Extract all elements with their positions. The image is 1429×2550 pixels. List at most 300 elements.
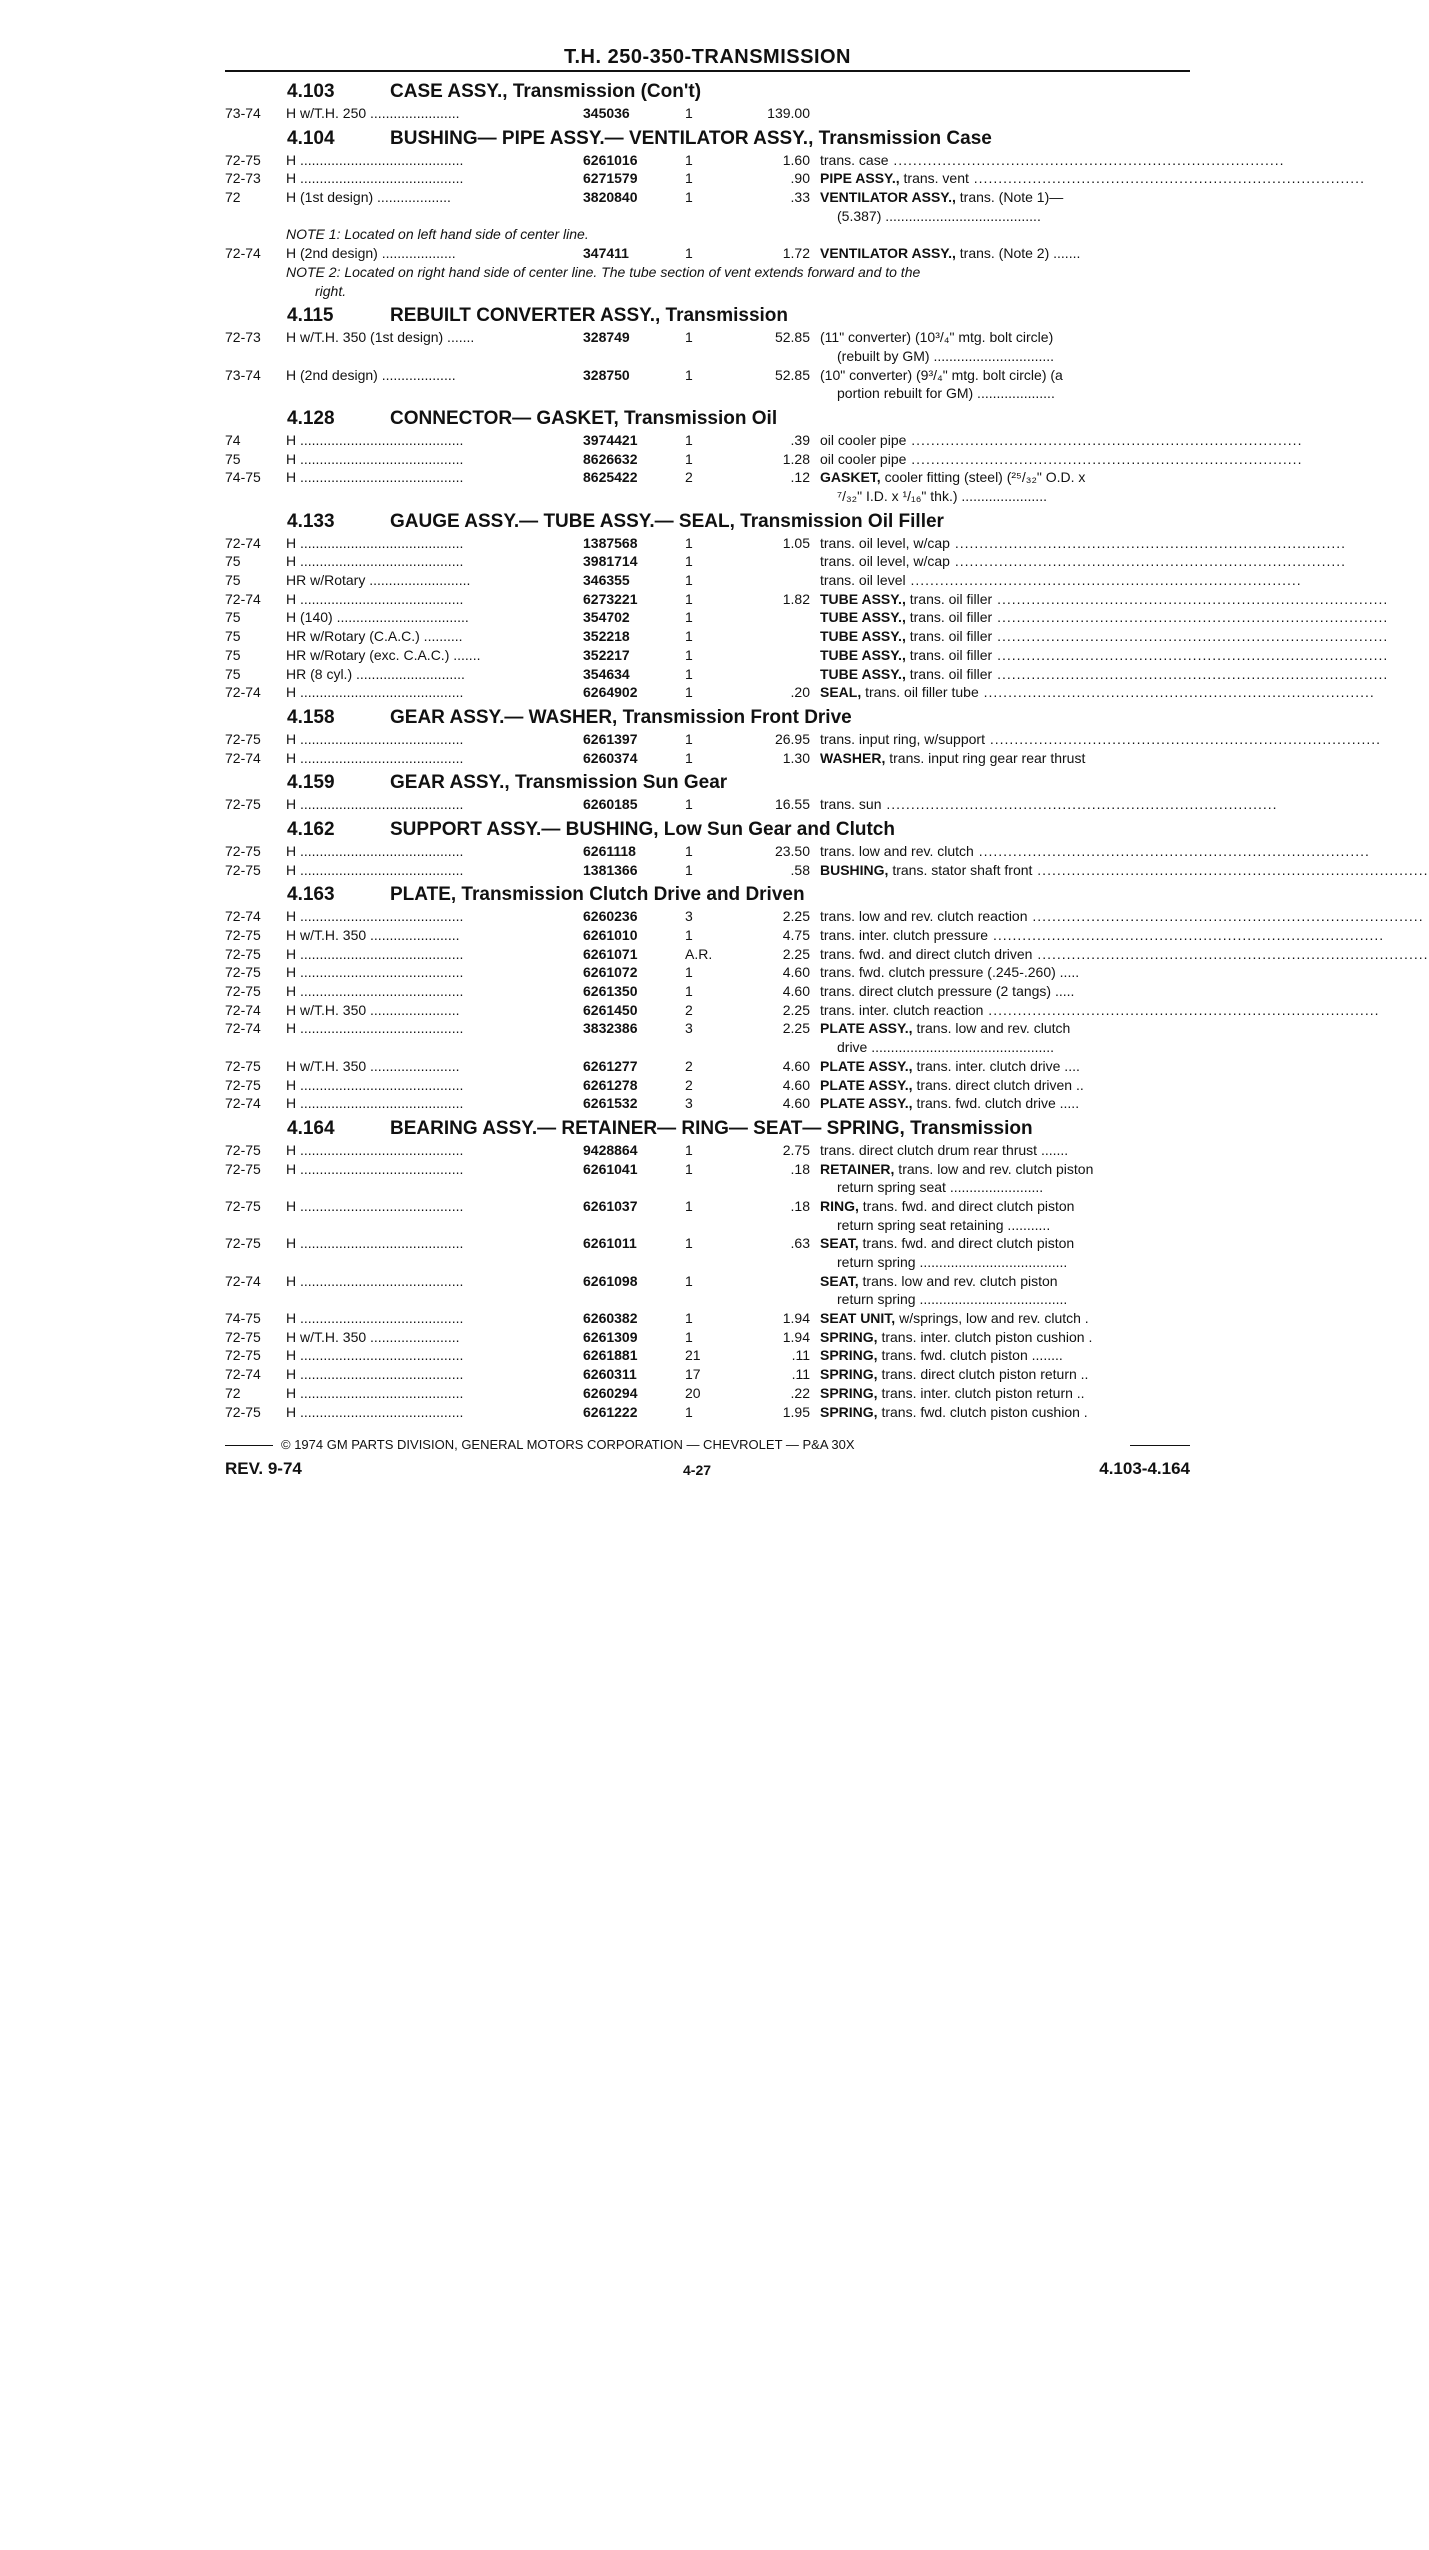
part-description xyxy=(820,1329,1192,1345)
part-row xyxy=(225,151,1285,170)
part-row xyxy=(225,534,1347,553)
description-text: cooler fitting (steel) (²⁵/₃₂" O.D. x xyxy=(880,469,1086,486)
application: H (2nd design) ................... xyxy=(286,245,456,262)
application: H .......................................... xyxy=(286,1197,464,1214)
part-row xyxy=(225,1057,1190,1076)
part-number: 6261041 xyxy=(583,1160,638,1177)
application: HR w/Rotary (C.A.C.) .......... xyxy=(286,628,463,645)
leader-dots: ................................................................................ xyxy=(992,609,1389,626)
part-number: 6261072 xyxy=(583,964,638,981)
section-number: 4.162 xyxy=(287,818,335,840)
section-title: GEAR ASSY.— WASHER, Transmission Front Drive xyxy=(390,706,852,728)
part-number: 6260236 xyxy=(583,908,638,925)
part-description xyxy=(820,1001,1380,1018)
quantity: 1 xyxy=(685,861,693,878)
leader-dots: ................................................................................ xyxy=(1032,945,1429,962)
description-text: trans. vent xyxy=(899,170,969,187)
part-row xyxy=(225,1001,1380,1020)
part-row xyxy=(225,795,1278,814)
model-years: 75 xyxy=(225,553,241,570)
section-heading xyxy=(225,123,1190,151)
part-row xyxy=(225,683,1375,702)
description-bold: SEAT, xyxy=(820,1272,859,1289)
section-title: CONNECTOR— GASKET, Transmission Oil xyxy=(390,407,778,429)
part-row xyxy=(225,450,1303,469)
page-number: 4-27 xyxy=(683,1462,712,1479)
part-row xyxy=(225,945,1429,964)
part-description xyxy=(820,684,1375,701)
model-years: 73-74 xyxy=(225,366,261,383)
leader-dots: ................................................................................ xyxy=(978,684,1375,701)
part-description xyxy=(820,646,1389,663)
part-row xyxy=(225,907,1424,926)
quantity: 3 xyxy=(685,1095,693,1112)
description-continuation xyxy=(225,1038,1190,1057)
description-text: oil cooler pipe xyxy=(820,450,907,467)
continuation-text: ⁷/₃₂" I.D. x ¹/₁₆" thk.) ...................... xyxy=(837,488,1047,504)
part-number: 346355 xyxy=(583,572,630,589)
description-bold: SPRING, xyxy=(820,1328,878,1345)
list-price: 52.85 xyxy=(774,329,810,346)
list-price: .22 xyxy=(790,1384,810,1401)
quantity: 1 xyxy=(685,665,693,682)
list-price: 2.25 xyxy=(782,908,810,925)
list-price: 1.95 xyxy=(782,1403,810,1420)
leader-dots: ................................................................................ xyxy=(984,730,1382,747)
application: H .......................................... xyxy=(286,469,464,486)
quantity: 1 xyxy=(685,553,693,570)
model-years: 72-75 xyxy=(225,1403,261,1420)
part-row xyxy=(225,1365,1190,1384)
list-price: .58 xyxy=(790,861,810,878)
list-price: 2.25 xyxy=(782,1020,810,1037)
section-heading xyxy=(225,1113,1190,1141)
description-text: trans. low and rev. clutch xyxy=(912,1020,1071,1037)
continuation-text: portion rebuilt for GM) .................... xyxy=(837,385,1055,402)
section-title: GEAR ASSY., Transmission Sun Gear xyxy=(390,772,728,794)
application: H w/T.H. 350 ....................... xyxy=(286,1001,460,1018)
description-text: trans. low and rev. clutch reaction xyxy=(820,908,1028,925)
application: H .......................................... xyxy=(286,861,464,878)
part-row xyxy=(225,861,1429,880)
description-text: trans. case xyxy=(820,151,889,168)
quantity: 2 xyxy=(685,1057,693,1074)
application: H .......................................... xyxy=(286,534,464,551)
description-bold: SEAL, xyxy=(820,684,862,701)
description-text: trans. oil level, w/cap xyxy=(820,553,950,570)
part-number: 328750 xyxy=(583,366,630,383)
application: H .......................................... xyxy=(286,151,464,168)
part-description xyxy=(820,1198,1192,1214)
description-bold: SPRING, xyxy=(820,1347,878,1364)
description-text: trans. fwd. clutch drive ..... xyxy=(912,1095,1080,1112)
part-row xyxy=(225,590,1389,609)
part-description xyxy=(820,983,1192,999)
description-continuation xyxy=(225,487,1190,506)
list-price: .20 xyxy=(790,684,810,701)
part-row xyxy=(225,104,1190,123)
section-number: 4.159 xyxy=(287,772,335,794)
section-title: BEARING ASSY.— RETAINER— RING— SEAT— SPRING, Transmission xyxy=(390,1117,1033,1139)
part-row xyxy=(225,963,1190,982)
model-years: 74-75 xyxy=(225,469,261,486)
quantity: 1 xyxy=(685,170,693,187)
application: H .......................................... xyxy=(286,796,464,813)
section-title: BUSHING— PIPE ASSY.— VENTILATOR ASSY., Transmission Case xyxy=(390,127,992,149)
description-bold: SPRING, xyxy=(820,1403,878,1420)
quantity: 20 xyxy=(685,1384,701,1401)
part-number: 1387568 xyxy=(583,534,638,551)
section-number: 4.164 xyxy=(287,1117,335,1139)
description-bold: PLATE ASSY., xyxy=(820,1057,913,1074)
quantity: 1 xyxy=(685,749,693,766)
quantity: 1 xyxy=(685,1160,693,1177)
part-number: 6261016 xyxy=(583,151,638,168)
part-number: 6261071 xyxy=(583,945,638,962)
model-years: 72-74 xyxy=(225,749,261,766)
footer-copyright-line xyxy=(225,1435,1190,1459)
application: H .......................................... xyxy=(286,1160,464,1177)
part-number: 6261222 xyxy=(583,1403,638,1420)
part-row xyxy=(225,749,1190,768)
leader-dots: ................................................................................ xyxy=(983,1001,1380,1018)
continuation-text: (5.387) ........................................ xyxy=(837,207,1041,224)
part-description xyxy=(820,908,1424,925)
leader-dots: ................................................................................ xyxy=(1032,861,1429,878)
list-price: 1.94 xyxy=(782,1328,810,1345)
application: H .......................................... xyxy=(286,1141,464,1158)
leader-dots: ................................................................................ xyxy=(973,842,1370,859)
part-row xyxy=(225,1019,1190,1038)
part-description xyxy=(820,1058,1192,1074)
part-description xyxy=(820,730,1382,747)
footer-rule-left xyxy=(225,1445,273,1446)
part-number: 6271579 xyxy=(583,170,638,187)
part-description xyxy=(820,927,1385,943)
section-range: 4.103-4.164 xyxy=(1099,1459,1190,1479)
description-text: trans. oil filler xyxy=(905,590,993,607)
model-years: 72-74 xyxy=(225,245,261,262)
quantity: 1 xyxy=(685,646,693,663)
footer-rule-right xyxy=(1130,1445,1190,1446)
application: HR w/Rotary (exc. C.A.C.) ....... xyxy=(286,646,481,663)
model-years: 72-75 xyxy=(225,861,261,878)
leader-dots: ................................................................................ xyxy=(992,646,1389,663)
description-text: trans. fwd. and direct clutch driven xyxy=(820,945,1033,962)
model-years: 72-74 xyxy=(225,1095,261,1112)
part-description xyxy=(820,1161,1192,1177)
description-bold: GASKET, xyxy=(820,469,881,486)
quantity: 1 xyxy=(685,1272,693,1289)
application: H .......................................... xyxy=(286,450,464,467)
model-years: 75 xyxy=(225,450,241,467)
part-description xyxy=(820,367,1192,383)
application: H .......................................... xyxy=(286,730,464,747)
quantity: 3 xyxy=(685,908,693,925)
application: H (1st design) ................... xyxy=(286,189,451,206)
quantity: 1 xyxy=(685,1328,693,1345)
description-text: trans. (Note 1)— xyxy=(955,189,1064,206)
part-number: 3820840 xyxy=(583,189,638,206)
part-description xyxy=(820,1404,1192,1420)
description-text: trans. inter. clutch piston cushion . xyxy=(877,1328,1093,1345)
part-number: 6260374 xyxy=(583,749,638,766)
part-description xyxy=(820,431,1303,448)
part-number: 6261277 xyxy=(583,1057,638,1074)
quantity: 2 xyxy=(685,1076,693,1093)
application: HR (8 cyl.) ............................ xyxy=(286,665,465,682)
continuation-text: return spring ...................................... xyxy=(837,1254,1068,1270)
part-number: 8626632 xyxy=(583,450,638,467)
model-years: 72-75 xyxy=(225,1160,261,1177)
quantity: 1 xyxy=(685,796,693,813)
list-price: 1.28 xyxy=(782,450,810,467)
description-text: trans. direct clutch pressure (2 tangs) ..... xyxy=(820,983,1075,1000)
description-continuation xyxy=(225,347,1190,366)
description-bold: BUSHING, xyxy=(820,861,889,878)
model-years: 75 xyxy=(225,646,241,663)
part-row xyxy=(225,926,1385,945)
list-price: 1.05 xyxy=(782,534,810,551)
leader-dots: ................................................................................ xyxy=(949,553,1347,570)
application: H (140) .................................. xyxy=(286,609,469,626)
quantity: A.R. xyxy=(685,945,713,962)
part-description xyxy=(820,189,1192,205)
model-years: 72-75 xyxy=(225,1235,261,1252)
model-years: 75 xyxy=(225,572,241,589)
description-text: trans. inter. clutch drive .... xyxy=(912,1057,1080,1074)
part-description xyxy=(820,945,1429,962)
note-line xyxy=(225,282,1190,301)
list-price: 1.30 xyxy=(782,749,810,766)
part-row xyxy=(225,665,1389,684)
part-row xyxy=(225,1272,1190,1291)
description-text: (10" converter) (9³/₄" mtg. bolt circle) (a xyxy=(820,366,1063,383)
quantity: 1 xyxy=(685,1235,693,1252)
note-line xyxy=(225,263,1190,282)
description-text: trans. low and rev. clutch xyxy=(820,842,974,859)
catalog-page xyxy=(225,44,1429,1481)
model-years: 72-74 xyxy=(225,590,261,607)
application: H .......................................... xyxy=(286,842,464,859)
description-bold: VENTILATOR ASSY., xyxy=(820,189,956,206)
section-heading xyxy=(225,879,1190,907)
description-text: trans. oil filler xyxy=(905,628,993,645)
part-number: 6261118 xyxy=(583,842,636,859)
description-bold: PLATE ASSY., xyxy=(820,1020,913,1037)
model-years: 72-75 xyxy=(225,945,261,962)
part-description xyxy=(820,1095,1192,1111)
model-years: 72-74 xyxy=(225,1020,261,1037)
part-description xyxy=(820,1077,1192,1093)
part-number: 352217 xyxy=(583,646,630,663)
part-row xyxy=(225,468,1190,487)
description-bold: SPRING, xyxy=(820,1366,878,1383)
part-number: 345036 xyxy=(583,105,630,121)
description-bold: RETAINER, xyxy=(820,1160,895,1177)
part-row xyxy=(225,1309,1190,1328)
application: H .......................................... xyxy=(286,1076,464,1093)
model-years: 72 xyxy=(225,1384,241,1401)
application: H (2nd design) ................... xyxy=(286,366,456,383)
section-heading xyxy=(225,76,1190,104)
application: H .......................................... xyxy=(286,1020,464,1037)
application: H w/T.H. 350 (1st design) ....... xyxy=(286,329,475,346)
leader-dots: ................................................................................ xyxy=(992,665,1389,682)
description-text: trans. oil filler xyxy=(905,609,993,626)
description-text: trans. fwd. clutch pressure (.245-.260) ..... xyxy=(820,964,1080,981)
part-row xyxy=(225,842,1370,861)
quantity: 1 xyxy=(685,245,693,262)
model-years: 72-75 xyxy=(225,842,261,859)
description-text: trans. direct clutch driven .. xyxy=(912,1076,1084,1093)
note-text: NOTE 2: Located on right hand side of center line. The tube section of vent extends forward and to the xyxy=(286,263,921,280)
list-price: .18 xyxy=(790,1197,810,1214)
header-rule xyxy=(225,70,1190,72)
section-number: 4.163 xyxy=(287,884,335,906)
section-title: GAUGE ASSY.— TUBE ASSY.— SEAL, Transmission Oil Filler xyxy=(390,510,944,532)
section-title: SUPPORT ASSY.— BUSHING, Low Sun Gear and Clutch xyxy=(390,818,895,840)
application: H .......................................... xyxy=(286,1384,464,1401)
continuation-text: return spring ...................................... xyxy=(837,1291,1068,1308)
part-row xyxy=(225,1328,1190,1347)
part-row xyxy=(225,552,1347,571)
page-title: T.H. 250-350-TRANSMISSION xyxy=(563,46,851,68)
description-text: trans. inter. clutch piston return .. xyxy=(877,1384,1085,1401)
description-text: trans. sun xyxy=(820,796,882,813)
leader-dots: ................................................................................ xyxy=(949,534,1347,551)
description-text: trans. direct clutch drum rear thrust ....... xyxy=(820,1141,1069,1158)
part-number: 6261037 xyxy=(583,1197,638,1214)
model-years: 72-75 xyxy=(225,796,261,813)
part-row xyxy=(225,571,1302,590)
part-description xyxy=(820,750,1192,766)
part-description xyxy=(820,553,1347,570)
continuation-text: (rebuilt by GM) ............................... xyxy=(837,347,1055,364)
part-row xyxy=(225,982,1190,1001)
description-text: trans. input ring, w/support xyxy=(820,730,985,747)
section-title: CASE ASSY., Transmission (Con't) xyxy=(390,81,702,102)
description-bold: TUBE ASSY., xyxy=(820,665,906,682)
part-row xyxy=(225,608,1389,627)
application: H .......................................... xyxy=(286,908,464,925)
leader-dots: ................................................................................ xyxy=(992,628,1389,645)
part-description xyxy=(820,1347,1192,1363)
quantity: 1 xyxy=(685,628,693,645)
section-heading xyxy=(225,506,1190,534)
part-description xyxy=(820,1273,1192,1289)
description-text: trans. fwd. clutch piston ........ xyxy=(877,1347,1063,1364)
description-text: trans. low and rev. clutch piston xyxy=(894,1160,1094,1177)
model-years: 72-73 xyxy=(225,329,261,346)
list-price: 16.55 xyxy=(774,796,810,813)
application: H .......................................... xyxy=(286,1310,464,1327)
part-description xyxy=(820,1310,1192,1326)
part-number: 6261532 xyxy=(583,1095,638,1112)
part-number: 6261011 xyxy=(583,1235,637,1252)
quantity: 1 xyxy=(685,1141,693,1158)
part-description xyxy=(820,1385,1192,1401)
description-bold: SEAT UNIT, xyxy=(820,1310,896,1327)
list-price: 23.50 xyxy=(774,842,810,859)
section-heading xyxy=(225,300,1190,328)
description-bold: RING, xyxy=(820,1197,859,1214)
list-price: 1.60 xyxy=(782,151,810,168)
part-number: 6264902 xyxy=(583,684,638,701)
application: H .......................................... xyxy=(286,1095,464,1112)
section-number: 4.128 xyxy=(287,407,335,429)
part-row xyxy=(225,730,1382,749)
parts-list xyxy=(225,76,1429,1421)
part-description xyxy=(820,469,1192,485)
footer-copyright: © 1974 GM PARTS DIVISION, GENERAL MOTORS CORPORATION — CHEVROLET — P&A 30X xyxy=(281,1437,855,1453)
description-bold: SEAT, xyxy=(820,1235,859,1252)
part-row xyxy=(225,1160,1190,1179)
part-description xyxy=(820,170,1365,187)
model-years: 73-74 xyxy=(225,105,261,121)
quantity: 1 xyxy=(685,1197,693,1214)
description-text: trans. low and rev. clutch piston xyxy=(858,1272,1058,1289)
application: H w/T.H. 350 ....................... xyxy=(286,1057,460,1074)
part-number: 6261098 xyxy=(583,1272,638,1289)
description-bold: PLATE ASSY., xyxy=(820,1076,913,1093)
continuation-text: return spring seat ........................ xyxy=(837,1179,1044,1196)
description-continuation xyxy=(225,1216,1190,1235)
description-text: trans. inter. clutch reaction xyxy=(820,1001,984,1018)
quantity: 1 xyxy=(685,842,693,859)
quantity: 1 xyxy=(685,534,693,551)
quantity: 1 xyxy=(685,329,693,346)
description-text: w/springs, low and rev. clutch . xyxy=(895,1310,1089,1327)
part-description xyxy=(820,572,1302,589)
section-number: 4.158 xyxy=(287,706,335,728)
description-bold: TUBE ASSY., xyxy=(820,646,906,663)
note-line xyxy=(225,225,1190,244)
part-description xyxy=(820,1366,1192,1382)
quantity: 1 xyxy=(685,151,693,168)
quantity: 1 xyxy=(685,189,693,206)
quantity: 1 xyxy=(685,927,693,943)
description-continuation xyxy=(225,1290,1190,1309)
quantity: 1 xyxy=(685,431,693,448)
list-price: .18 xyxy=(790,1160,810,1177)
quantity: 21 xyxy=(685,1347,701,1364)
model-years: 72-74 xyxy=(225,1001,261,1018)
part-number: 9428864 xyxy=(583,1141,638,1158)
model-years: 72-74 xyxy=(225,908,261,925)
list-price: 4.60 xyxy=(782,1057,810,1074)
list-price: 26.95 xyxy=(774,730,810,747)
quantity: 1 xyxy=(685,450,693,467)
part-row xyxy=(225,366,1190,385)
list-price: 4.60 xyxy=(782,1095,810,1112)
model-years: 72-74 xyxy=(225,1272,261,1289)
description-continuation xyxy=(225,1178,1190,1197)
part-description xyxy=(820,1020,1192,1036)
list-price: 2.75 xyxy=(782,1141,810,1158)
list-price: .11 xyxy=(791,1347,810,1364)
list-price: .39 xyxy=(790,431,810,448)
description-bold: SPRING, xyxy=(820,1384,878,1401)
part-description xyxy=(820,590,1389,607)
model-years: 72-75 xyxy=(225,964,261,981)
model-years: 75 xyxy=(225,665,241,682)
section-number: 4.103 xyxy=(287,81,335,102)
model-years: 75 xyxy=(225,609,241,626)
list-price: 1.94 xyxy=(782,1310,810,1327)
part-number: 3981714 xyxy=(583,553,638,570)
leader-dots: ................................................................................ xyxy=(905,572,1302,589)
